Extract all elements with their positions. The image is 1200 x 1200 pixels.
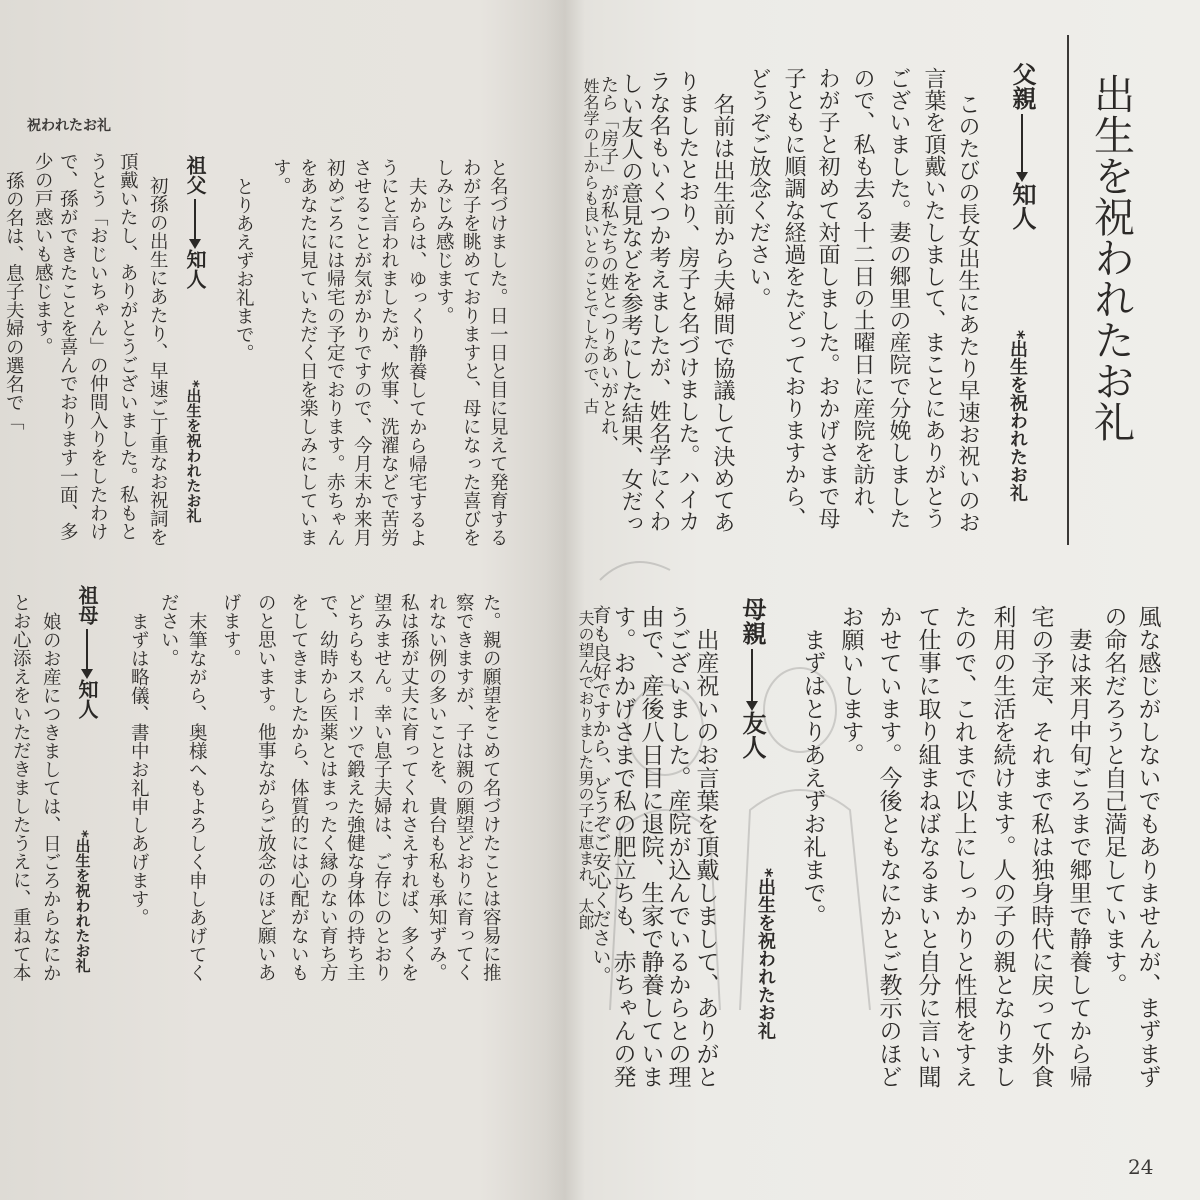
text-column: このたびの長女出生にあたり早速お祝いのお (955, 93, 980, 533)
text-column: お願いします。 (837, 605, 864, 766)
text-column: 名前は出生前から夫婦間で協議して決めてあ (710, 93, 735, 533)
text-column: 由で、産後八日目に退院、生家で静養していま (637, 605, 664, 1088)
text-column: しい友人の意見などを参考にした結果、女だっ (618, 72, 643, 534)
text-column: と名づけました。日一日と目に見えて発育する (487, 158, 509, 547)
text-column: 察できますが、子は親の願望どおりに育ってく (453, 593, 475, 982)
section-title: 出生を祝われたお礼 (1087, 73, 1135, 442)
text-column: 利用の生活を続けます。人の子の親となりまし (989, 605, 1016, 1088)
text-column: 言葉を頂戴いたしまして、まことにありがとう (921, 67, 946, 529)
text-column: ので、私も去る十二日の土曜日に産院を訪れ、 (850, 67, 875, 529)
text-column: をあなたに見ていただく日を楽しみにしていま (297, 158, 319, 547)
section-note: *出生を祝われたお礼 (1007, 330, 1028, 502)
text-column: まずは略儀、書中お礼申しあげます。 (128, 612, 150, 927)
text-column: ラな名もいくつか考えましたが、姓名学にくわ (646, 70, 671, 532)
heading-sender: 祖母 (75, 585, 99, 625)
letter-heading (740, 597, 764, 759)
text-column: れない例の多いことを、貴台も私も承知ずみ。 (426, 593, 448, 982)
text-column: 孫の名は、息子夫婦の選名で「 (3, 171, 25, 430)
text-column: どうぞご放念ください。 (746, 67, 771, 309)
text-column: げます。 (220, 593, 242, 667)
heading-sender: 母親 (738, 597, 766, 645)
heading-recipient: 知人 (183, 249, 207, 289)
text-column: 望みません。幸い息子夫婦は、ご存じのとおり (371, 593, 393, 982)
text-column: 少の戸惑いも感じます。 (32, 152, 54, 356)
text-column: 姓名学の上からも良いとのことでしたので、古 (581, 78, 600, 414)
letter-heading (1010, 62, 1034, 230)
running-head: 祝われたお礼 (27, 118, 111, 134)
text-column: どちらもスポーツで鍛えた強健な身体の持ち主 (344, 593, 366, 982)
text-column: わが子を眺めておりますと、母になった喜びを (460, 158, 482, 547)
text-column: 出産祝いのお言葉を頂戴しまして、ありがと (692, 628, 719, 1088)
arrow-down-icon (1021, 114, 1023, 176)
text-column: 育も良好ですから、どうぞご安心ください。 (589, 605, 612, 985)
text-column: 初孫の出生にあたり、早速ご丁重なお祝詞を (147, 176, 169, 546)
letter-heading (185, 155, 205, 289)
text-column: で、孫ができたことを喜んでおります一面、多 (57, 152, 79, 541)
text-column: ださい。 (158, 593, 180, 667)
heading-recipient: 知人 (75, 679, 99, 719)
text-column: で、幼時から医薬とはまったく縁のない育ち方 (317, 593, 339, 982)
text-column: す。 (270, 158, 292, 195)
section-note: *出生を祝われたお礼 (755, 868, 776, 1040)
heading-sender: 祖父 (183, 155, 207, 195)
arrow-down-icon (751, 649, 753, 705)
text-column: 末筆ながら、奥様へもよろしく申しあげてく (186, 612, 208, 982)
title-rule (1067, 35, 1069, 545)
letter-heading (77, 585, 97, 719)
text-column: とお心添えをいただきましたうえに、重ねて本 (10, 593, 32, 982)
text-column: た。親の願望をこめて名づけたことは容易に推 (480, 593, 502, 982)
section-note: *出生を祝われたお礼 (184, 380, 203, 523)
text-column: まずはとりあえずお礼まで。 (799, 628, 826, 927)
text-column: 子ともに順調な経過をたどっておりますから、 (781, 67, 806, 529)
arrow-down-icon (86, 629, 88, 673)
page-number: 24 (1128, 1155, 1154, 1179)
text-column: 初めごろには帰宅の予定でおります。赤ちゃん (324, 158, 346, 547)
text-column: させることが気がかりですので、今月末か来月 (351, 158, 373, 547)
text-column: 宅の予定、それまで私は独身時代に戻って外食 (1027, 605, 1054, 1088)
heading-sender: 父親 (1008, 62, 1036, 110)
text-column: しみじみ感じます。 (433, 158, 455, 325)
text-column: て仕事に取り組まねばなるまいと自分に言い聞 (914, 605, 941, 1088)
text-column: たら「房子」が私たちの姓とつりあいがとれ、 (598, 75, 619, 453)
text-column: ございました。妻の郷里の産院で分娩しました (886, 67, 911, 529)
text-column: うございました。産院が込んでいるからとの理 (664, 605, 691, 1088)
text-column: かせています。今後ともなにかとご教示のほど (875, 605, 902, 1088)
text-column: うとう「おじいちゃん」の仲間入りをしたわけ (87, 152, 109, 541)
text-column: す。おかげさまで私の肥立ちも、赤ちゃんの発 (609, 605, 636, 1088)
text-column: 夫からは、ゆっくり静養してから帰宅するよ (406, 177, 428, 547)
text-column: りましたとおり、房子と名づけました。ハイカ (675, 70, 700, 532)
text-column: をしてきましたから、体質的には心配がないも (288, 593, 310, 982)
text-column: 夫の望んでおりました男の子に恵まれ、太郎 (576, 610, 595, 930)
text-column: わが子と初めて対面しました。おかげさまで母 (815, 67, 840, 529)
text-column: のと思います。他事ながらご放念のほど願いあ (255, 593, 277, 982)
text-column: 妻は来月中旬ごろまで郷里で静養してから帰 (1065, 628, 1092, 1088)
heading-recipient: 友人 (738, 711, 766, 759)
heading-recipient: 知人 (1008, 182, 1036, 230)
text-column: 風な感じがしないでもありませんが、まずまず (1134, 605, 1161, 1088)
arrow-down-icon (194, 199, 196, 243)
text-column: うにと言われましたが、炊事、洗濯などで苦労 (378, 158, 400, 547)
text-column: たので、これまで以上にしっかりと性根をすえ (950, 605, 977, 1088)
section-note: *出生を祝われたお礼 (73, 830, 92, 973)
text-column: とりあえずお礼まで。 (233, 177, 255, 362)
text-column: 頂戴いたし、ありがとうございました。私もと (117, 152, 139, 541)
text-column: 私は孫が丈夫に育ってくれさえすれば、多くを (398, 593, 420, 982)
text-column: 娘のお産につきましては、日ごろからなにか (40, 612, 62, 982)
text-column: の命名だろうと自己満足しています。 (1100, 605, 1127, 996)
